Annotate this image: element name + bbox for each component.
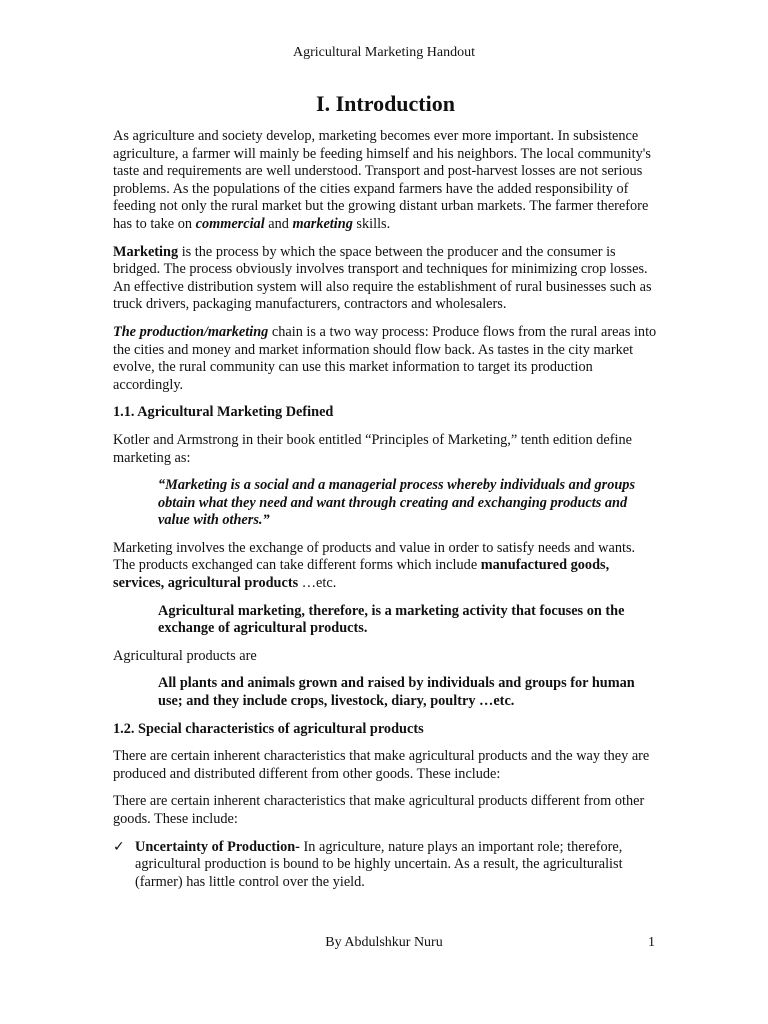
- production-chain-paragraph: [113, 324, 658, 394]
- exchange-strong: manufactured goods, services, agricultural products: [113, 557, 610, 592]
- products-definition-quote: All plants and animals grown and raised by individuals and groups for human use; and they include crops, livestock, diary, poultry …etc.: [158, 675, 635, 710]
- subsection-title-characteristics: 1.2. Special characteristics of agricultural products: [113, 720, 424, 737]
- kotler-paragraph: Kotler and Armstrong in their book entitled “Principles of Marketing,” tenth edition define marketing as:: [113, 431, 632, 466]
- marketing-paragraph: [113, 244, 658, 314]
- intro-emphasis-commercial: commercial: [195, 215, 265, 232]
- marketing-term: Marketing: [113, 243, 179, 260]
- page-number: 1: [648, 935, 655, 950]
- agri-marketing-quote: Agricultural marketing, therefore, is a marketing activity that focuses on the exchange of agricultural products.: [158, 602, 625, 637]
- intro-emphasis-marketing: marketing: [292, 215, 353, 232]
- definition-quote: [158, 477, 658, 530]
- characteristics-paragraph-1: There are certain inherent characteristics that make agricultural products and the way they are produced and distributed different from other goods. These include:: [113, 748, 650, 782]
- subsection-title-defined: 1.1. Agricultural Marketing Defined: [113, 404, 334, 421]
- intro-text: As agriculture and society develop, marketing becomes ever more important. In subsistence agriculture, a farmer will mainly be feeding himself and his neighbors. The local community's taste and requirements are well understood. Transport and post-harvest losses are not serious problems. As the populations of the cities expand farmers have the added responsibility of feeding not only the rural market but the growing distant urban markets. The farmer therefore has to take on: [113, 128, 651, 232]
- footer-author: By Abdulshkur Nuru: [325, 935, 443, 950]
- intro-paragraph: [113, 128, 658, 234]
- production-chain-term: The production/marketing: [113, 323, 269, 340]
- page-header: Agricultural Marketing Handout: [293, 45, 475, 60]
- intro-text-end: skills.: [352, 215, 391, 232]
- definition-quote-text: “Marketing is a social and a managerial process whereby individuals and groups obtain what they need and want through creating and exchanging products and value with others.”: [158, 477, 636, 529]
- bullet-uncertainty-term: Uncertainty of Production-: [135, 838, 300, 855]
- page-body: [113, 90, 658, 901]
- marketing-text: is the process by which the space between the producer and the consumer is bridged. The process obviously involves transport and techniques for minimizing crop losses. An effective distribution system will also require the establishment of rural businesses such as truck drivers, packaging manufacturers, contractors and wholesalers.: [113, 243, 652, 313]
- bullet-uncertainty: [113, 839, 658, 892]
- exchange-paragraph: [113, 540, 658, 593]
- characteristics-paragraph-2: There are certain inherent characteristics that make agricultural products different from other goods. These include:: [113, 793, 645, 827]
- production-chain-text: chain is a two way process: Produce flows from the rural areas into the cities and money and market information should flow back. As tastes in the city market evolve, the rural community can use this market information to target its production accordingly.: [113, 323, 657, 393]
- exchange-text: Marketing involves the exchange of products and value in order to satisfy needs and wants. The products exchanged can take different forms which include: [113, 539, 636, 574]
- bullet-uncertainty-text: In agriculture, nature plays an important role; therefore, agricultural production is bound to be highly uncertain. As a result, the agriculturalist (farmer) has little control over the yield.: [135, 838, 623, 890]
- products-intro-paragraph: Agricultural products are: [113, 647, 257, 664]
- intro-text-mid: and: [264, 215, 293, 232]
- exchange-end: …etc.: [298, 575, 337, 592]
- section-title: I. Introduction: [316, 91, 455, 116]
- checkmark-icon: ✓: [113, 838, 125, 855]
